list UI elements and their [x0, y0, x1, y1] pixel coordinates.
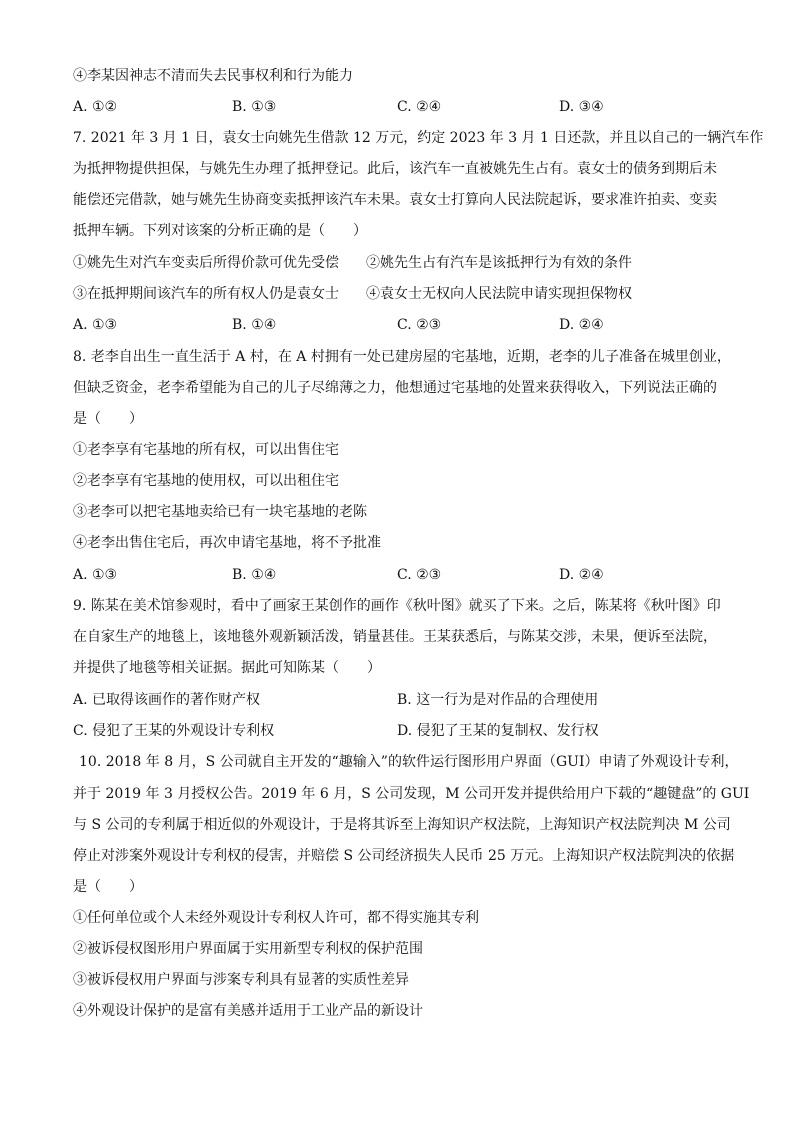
q7-statements-row-2	[73, 284, 733, 304]
q6-option-b: B. ①③	[232, 99, 277, 115]
q8-statement-1: ①老李享有宅基地的所有权，可以出售住宅	[73, 442, 339, 458]
q10-stem-line-4: 停止对涉案外观设计专利权的侵害，并赔偿 S 公司经济损失人民币 25 万元。上海知识产权法院判决的依据	[73, 848, 735, 864]
q10-statement-3: ③被诉侵权用户界面与涉案专利具有显著的实质性差异	[73, 972, 409, 988]
q7-statement-3: ③在抵押期间该汽车的所有权人仍是袁女士	[73, 286, 339, 302]
q7-statements-row-1	[73, 253, 733, 273]
q8-option-a: A. ①③	[73, 567, 118, 583]
q8-statement-3: ③老李可以把宅基地卖给已有一块宅基地的老陈	[73, 504, 367, 520]
q8-option-d: D. ②④	[559, 567, 604, 583]
q9-option-b: B. 这一行为是对作品的合理使用	[397, 692, 599, 708]
q9-option-a: A. 已取得该画作的著作财产权	[73, 692, 261, 708]
q10-statement-2: ②被诉侵权图形用户界面属于实用新型专利权的保护范围	[73, 941, 423, 957]
q6-options	[73, 97, 733, 117]
q10-stem-line-3: 与 S 公司的专利属于相近似的外观设计，于是将其诉至上海知识产权法院，上海知识产权法院判决 M 公司	[73, 817, 731, 833]
q7-stem-line-2: 为抵押物提供担保，与姚先生办理了抵押登记。此后，该汽车一直被姚先生占有。袁女士的债务到期后未	[73, 161, 717, 177]
q9-stem-line-2: 在自家生产的地毯上，该地毯外观新颖活泼，销量甚佳。王某获悉后，与陈某交涉，未果，便诉至法院，	[73, 629, 717, 645]
q6-option-d: D. ③④	[559, 99, 604, 115]
q9-option-c: C. 侵犯了王某的外观设计专利权	[73, 723, 275, 739]
q6-statement-4: ④李某因神志不清而失去民事权利和行为能力	[73, 68, 353, 84]
q10-statement-4: ④外观设计保护的是富有美感并适用于工业产品的新设计	[73, 1003, 423, 1019]
q7-option-a: A. ①③	[73, 317, 118, 333]
q9-stem-line-3: 并提供了地毯等相关证据。据此可知陈某（ ）	[73, 660, 381, 676]
q8-option-b: B. ①④	[232, 567, 277, 583]
q10-stem-line-1: 10. 2018 年 8 月，S 公司就自主开发的“趣输入”的软件运行图形用户界面（GUI）申请了外观设计专利，	[79, 754, 739, 770]
q8-options	[73, 565, 733, 585]
q7-statement-2: ②姚先生占有汽车是该抵押行为有效的条件	[366, 255, 632, 271]
q9-options-row-1	[73, 690, 733, 710]
q7-option-d: D. ②④	[559, 317, 604, 333]
q8-stem-line-2: 但缺乏资金，老李希望能为自己的儿子尽绵薄之力，他想通过宅基地的处置来获得收入，下列说法正确的	[73, 380, 717, 396]
q10-statement-1: ①任何单位或个人未经外观设计专利权人许可，都不得实施其专利	[73, 910, 479, 926]
q9-option-d: D. 侵犯了王某的复制权、发行权	[397, 723, 599, 739]
q7-statement-1: ①姚先生对汽车变卖后所得价款可优先受偿	[73, 255, 339, 271]
q6-option-c: C. ②④	[397, 99, 442, 115]
q8-statement-4: ④老李出售住宅后，再次申请宅基地，将不予批准	[73, 535, 381, 551]
q6-option-a: A. ①②	[73, 99, 118, 115]
q9-options-row-2	[73, 721, 733, 741]
q7-option-b: B. ①④	[232, 317, 277, 333]
q7-statement-4: ④袁女士无权向人民法院申请实现担保物权	[366, 286, 632, 302]
q10-stem-line-5: 是（ ）	[73, 879, 143, 895]
q8-stem-line-1: 8. 老李自出生一直生活于 A 村，在 A 村拥有一处已建房屋的宅基地，近期，老李的儿子准备在城里创业，	[73, 349, 731, 365]
q7-options	[73, 315, 733, 335]
q9-stem-line-1: 9. 陈某在美术馆参观时，看中了画家王某创作的画作《秋叶图》就买了下来。之后，陈某将《秋叶图》印	[73, 598, 721, 614]
q10-stem-line-2: 并于 2019 年 3 月授权公告。2019 年 6 月，S 公司发现，M 公司开发并提供给用户下载的“趣键盘”的 GUI	[73, 786, 750, 802]
q7-stem-line-3: 能偿还完借款，她与姚先生协商变卖抵押该汽车未果。袁女士打算向人民法院起诉，要求准许拍卖、变卖	[73, 192, 717, 208]
q8-stem-line-3: 是（ ）	[73, 411, 143, 427]
q8-statement-2: ②老李享有宅基地的使用权，可以出租住宅	[73, 473, 339, 489]
q7-stem-line-1: 7. 2021 年 3 月 1 日，袁女士向姚先生借款 12 万元，约定 2023 年 3 月 1 日还款，并且以自己的一辆汽车作	[73, 130, 764, 146]
q7-option-c: C. ②③	[397, 317, 442, 333]
q8-option-c: C. ②③	[397, 567, 442, 583]
q7-stem-line-4: 抵押车辆。下列对该案的分析正确的是（ ）	[73, 223, 367, 239]
